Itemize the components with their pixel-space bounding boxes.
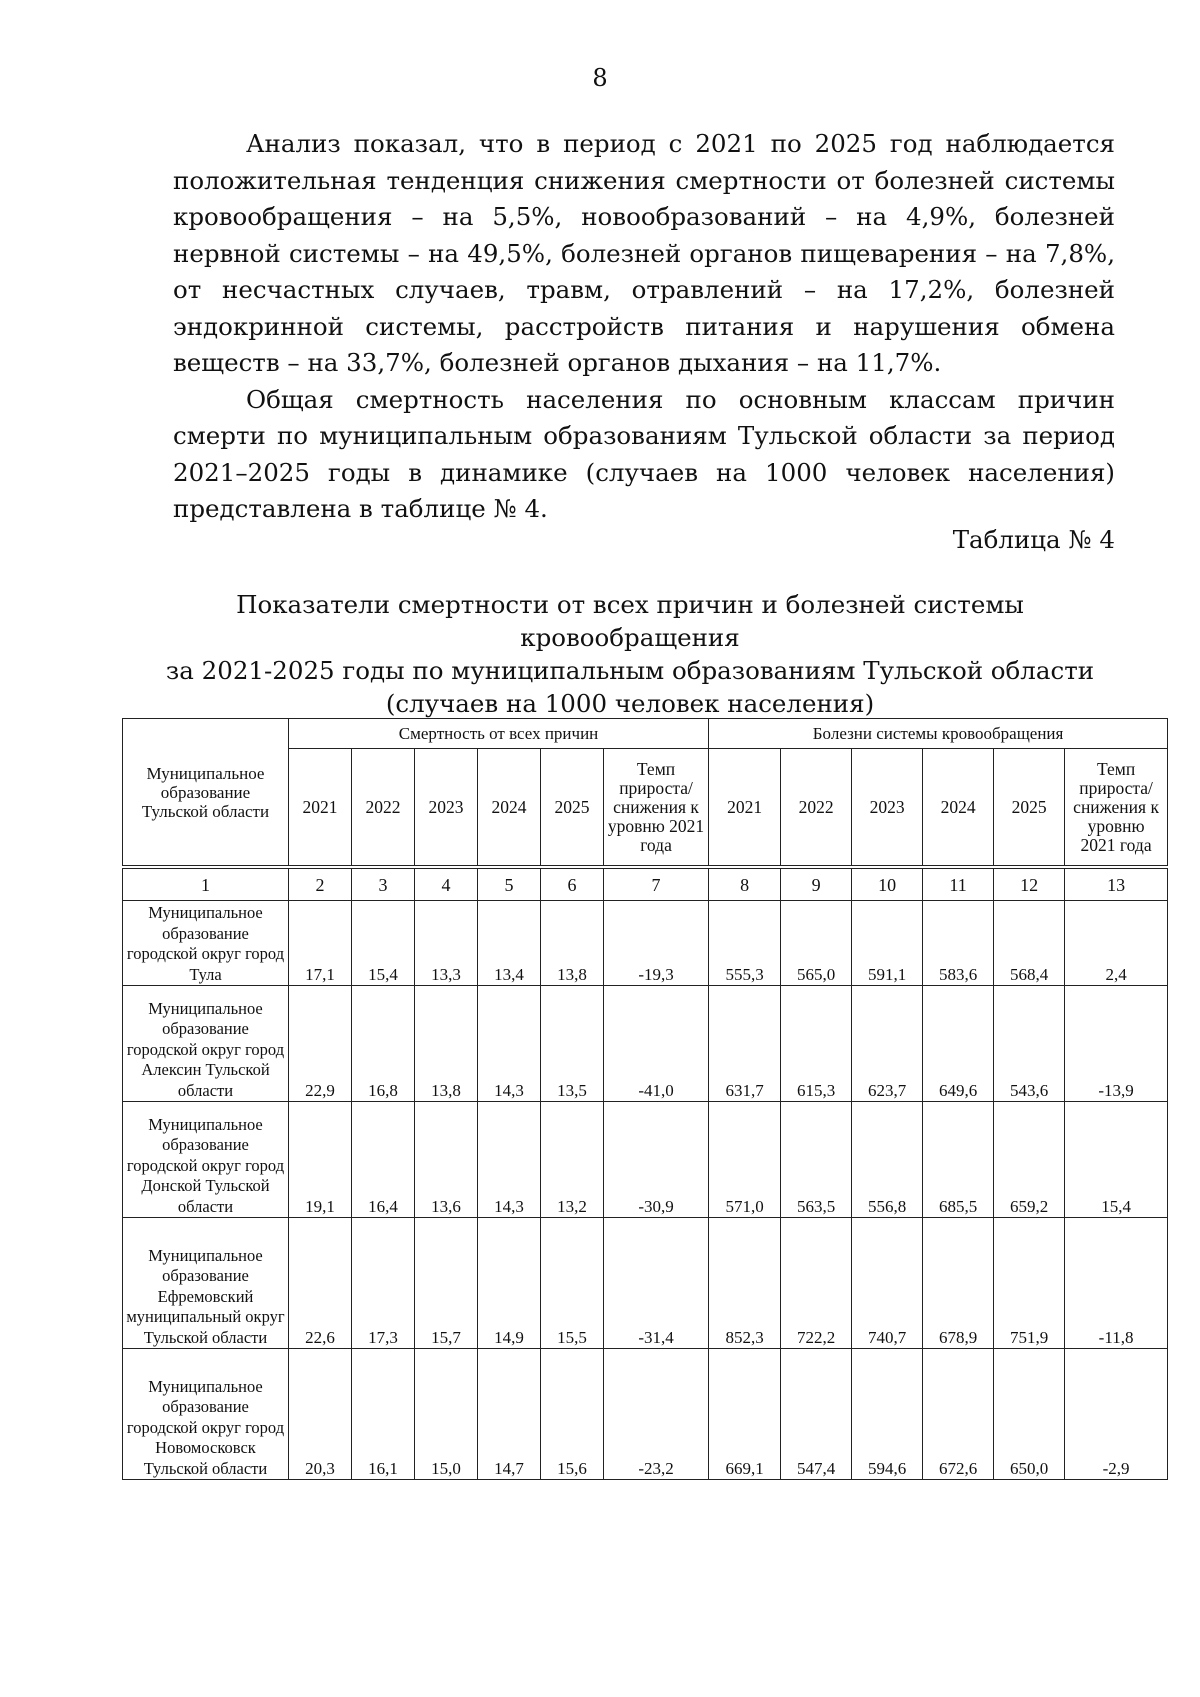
header-year: 2022 bbox=[352, 749, 415, 868]
header-year: 2023 bbox=[852, 749, 923, 868]
value-cell: -13,9 bbox=[1065, 986, 1168, 1102]
paragraph-analysis: Анализ показал, что в период с 2021 по 2025 год наблюдается положительная тенденция снижения смертности от болезней системы кровообращения – на 5,5%, новообразований – на 4,9%, болезней нервной системы – на 49,5%, болезней органов пищеварения – на 7,8%, от несчастных случаев, травм, отравлений – на 17,2%, болезней эндокринной системы, расстройств питания и нарушения обмена веществ – на 33,7%, болезней органов дыхания – на 11,7%. bbox=[173, 129, 1115, 377]
value-cell: 565,0 bbox=[781, 901, 852, 986]
value-cell: 22,9 bbox=[289, 986, 352, 1102]
header-group-row bbox=[123, 719, 1168, 749]
value-cell: 568,4 bbox=[994, 901, 1065, 986]
value-cell: 2,4 bbox=[1065, 901, 1168, 986]
value-cell: -31,4 bbox=[604, 1218, 709, 1349]
header-municipality: Муниципальное образование Тульской области bbox=[123, 719, 289, 868]
value-cell: 571,0 bbox=[709, 1102, 781, 1218]
column-index: 5 bbox=[478, 867, 541, 901]
value-cell: 583,6 bbox=[923, 901, 994, 986]
caption-line: за 2021-2025 годы по муниципальным образованиям Тульской области bbox=[165, 656, 1095, 685]
table-number: Таблица № 4 bbox=[952, 525, 1115, 554]
value-cell: 13,3 bbox=[415, 901, 478, 986]
value-cell: 17,3 bbox=[352, 1218, 415, 1349]
value-cell: 751,9 bbox=[994, 1218, 1065, 1349]
column-index: 3 bbox=[352, 867, 415, 901]
value-cell: 685,5 bbox=[923, 1102, 994, 1218]
value-cell: 852,3 bbox=[709, 1218, 781, 1349]
value-cell: 722,2 bbox=[781, 1218, 852, 1349]
value-cell: -41,0 bbox=[604, 986, 709, 1102]
municipality-name: Муниципальное образование городской округ город Новомосковск Тульской области bbox=[123, 1349, 289, 1480]
column-index: 13 bbox=[1065, 867, 1168, 901]
value-cell: 13,6 bbox=[415, 1102, 478, 1218]
page-number: 8 bbox=[592, 64, 608, 92]
caption-line: Показатели смертности от всех причин и болезней системы кровообращения bbox=[236, 590, 1024, 652]
mortality-table bbox=[122, 718, 1168, 1480]
column-index: 6 bbox=[541, 867, 604, 901]
value-cell: 13,8 bbox=[415, 986, 478, 1102]
column-index-row bbox=[123, 867, 1168, 901]
value-cell: 15,4 bbox=[1065, 1102, 1168, 1218]
value-cell: 650,0 bbox=[994, 1349, 1065, 1480]
value-cell: 16,4 bbox=[352, 1102, 415, 1218]
value-cell: 740,7 bbox=[852, 1218, 923, 1349]
value-cell: 555,3 bbox=[709, 901, 781, 986]
header-year: 2024 bbox=[478, 749, 541, 868]
paragraph-intro-table: Общая смертность населения по основным классам причин смерти по муниципальным образованиям Тульской области за период 2021–2025 годы в динамике (случаев на 1000 человек населения) представлена в таблице № 4. bbox=[173, 384, 1115, 523]
value-cell: 659,2 bbox=[994, 1102, 1065, 1218]
header-circulatory: Болезни системы кровообращения bbox=[709, 719, 1168, 749]
header-year: 2024 bbox=[923, 749, 994, 868]
value-cell: -11,8 bbox=[1065, 1218, 1168, 1349]
column-index: 11 bbox=[923, 867, 994, 901]
value-cell: 14,3 bbox=[478, 1102, 541, 1218]
column-index: 2 bbox=[289, 867, 352, 901]
value-cell: 649,6 bbox=[923, 986, 994, 1102]
caption-line: (случаев на 1000 человек населения) bbox=[385, 689, 875, 718]
value-cell: 615,3 bbox=[781, 986, 852, 1102]
value-cell: -23,2 bbox=[604, 1349, 709, 1480]
column-index: 4 bbox=[415, 867, 478, 901]
municipality-name: Муниципальное образование городской округ город Тула bbox=[123, 901, 289, 986]
header-year: 2021 bbox=[289, 749, 352, 868]
table-row bbox=[123, 1349, 1168, 1480]
header-rate: Темп прироста/ снижения к уровню 2021 года bbox=[1065, 749, 1168, 868]
value-cell: 678,9 bbox=[923, 1218, 994, 1349]
table-row bbox=[123, 986, 1168, 1102]
value-cell: 15,7 bbox=[415, 1218, 478, 1349]
value-cell: 591,1 bbox=[852, 901, 923, 986]
column-index: 9 bbox=[781, 867, 852, 901]
value-cell: 17,1 bbox=[289, 901, 352, 986]
body-text bbox=[173, 126, 1115, 528]
value-cell: 14,9 bbox=[478, 1218, 541, 1349]
value-cell: 15,6 bbox=[541, 1349, 604, 1480]
value-cell: 16,1 bbox=[352, 1349, 415, 1480]
column-index: 1 bbox=[123, 867, 289, 901]
table-caption bbox=[150, 588, 1110, 720]
value-cell: 19,1 bbox=[289, 1102, 352, 1218]
value-cell: 22,6 bbox=[289, 1218, 352, 1349]
table-row bbox=[123, 1102, 1168, 1218]
column-index: 10 bbox=[852, 867, 923, 901]
value-cell: 20,3 bbox=[289, 1349, 352, 1480]
value-cell: 563,5 bbox=[781, 1102, 852, 1218]
header-rate: Темп прироста/ снижения к уровню 2021 года bbox=[604, 749, 709, 868]
value-cell: 13,4 bbox=[478, 901, 541, 986]
header-year: 2025 bbox=[994, 749, 1065, 868]
column-index: 7 bbox=[604, 867, 709, 901]
value-cell: -19,3 bbox=[604, 901, 709, 986]
value-cell: 16,8 bbox=[352, 986, 415, 1102]
value-cell: 14,7 bbox=[478, 1349, 541, 1480]
header-year: 2023 bbox=[415, 749, 478, 868]
municipality-name: Муниципальное образование Ефремовский муниципальный округ Тульской области bbox=[123, 1218, 289, 1349]
value-cell: 13,2 bbox=[541, 1102, 604, 1218]
value-cell: 14,3 bbox=[478, 986, 541, 1102]
value-cell: 623,7 bbox=[852, 986, 923, 1102]
value-cell: 556,8 bbox=[852, 1102, 923, 1218]
value-cell: 15,4 bbox=[352, 901, 415, 986]
header-year: 2021 bbox=[709, 749, 781, 868]
column-index: 8 bbox=[709, 867, 781, 901]
value-cell: 547,4 bbox=[781, 1349, 852, 1480]
table-row bbox=[123, 901, 1168, 986]
header-all-causes: Смертность от всех причин bbox=[289, 719, 709, 749]
value-cell: 594,6 bbox=[852, 1349, 923, 1480]
value-cell: 15,5 bbox=[541, 1218, 604, 1349]
value-cell: 15,0 bbox=[415, 1349, 478, 1480]
value-cell: 543,6 bbox=[994, 986, 1065, 1102]
value-cell: -30,9 bbox=[604, 1102, 709, 1218]
table-row bbox=[123, 1218, 1168, 1349]
municipality-name: Муниципальное образование городской округ город Донской Тульской области bbox=[123, 1102, 289, 1218]
value-cell: 672,6 bbox=[923, 1349, 994, 1480]
municipality-name: Муниципальное образование городской округ город Алексин Тульской области bbox=[123, 986, 289, 1102]
value-cell: -2,9 bbox=[1065, 1349, 1168, 1480]
value-cell: 669,1 bbox=[709, 1349, 781, 1480]
value-cell: 13,8 bbox=[541, 901, 604, 986]
value-cell: 631,7 bbox=[709, 986, 781, 1102]
value-cell: 13,5 bbox=[541, 986, 604, 1102]
column-index: 12 bbox=[994, 867, 1065, 901]
header-year: 2022 bbox=[781, 749, 852, 868]
header-year: 2025 bbox=[541, 749, 604, 868]
